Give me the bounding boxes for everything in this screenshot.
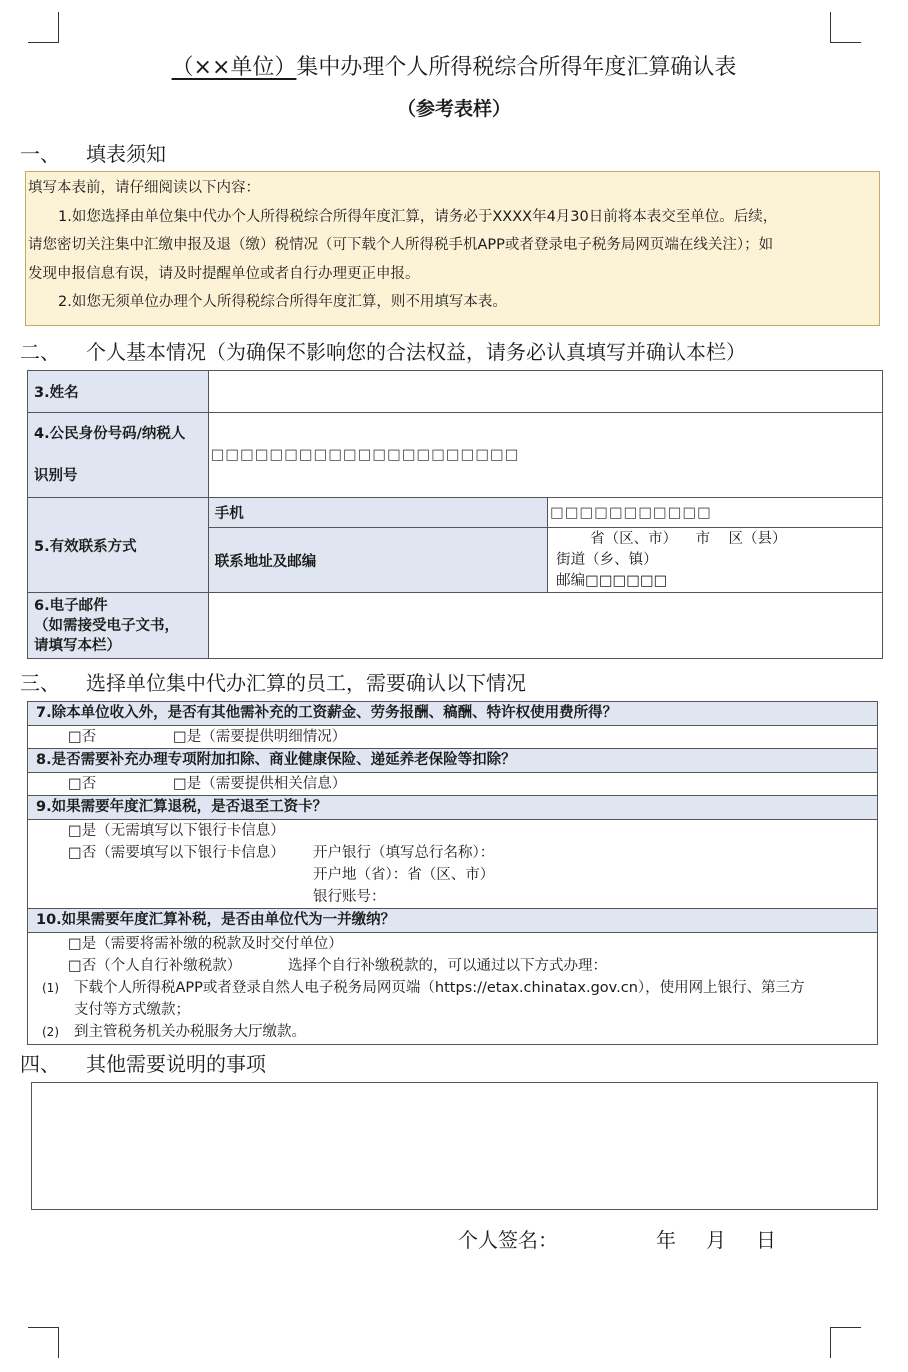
section-number: 三、 [20, 671, 60, 695]
q7-no-checkbox[interactable]: □否 [68, 729, 97, 745]
section-3-heading [20, 667, 526, 696]
title-main: 集中办理个人所得税综合所得年度汇算确认表 [296, 55, 737, 80]
question-8-options [28, 773, 877, 795]
section-number: 四、 [20, 1052, 60, 1076]
q10-self-pay-note: 选择个自行补缴税款的，可以通过以下方式办理： [288, 958, 607, 974]
phone-label: 手机 [208, 498, 547, 528]
crop-mark-top-left [28, 12, 59, 43]
postal-code-line: 邮编□□□□□□ [556, 572, 668, 589]
method-2-number: (2) [42, 1025, 59, 1039]
id-label-line-1: 4.公民身份号码/纳税人 [34, 426, 186, 442]
confirmation-table [27, 701, 878, 1045]
notice-item-1-line-3: 发现申报信息有误，请及时提醒单位或者自行办理更正申报。 [28, 265, 420, 282]
address-field[interactable] [548, 528, 883, 593]
notice-item-1-line-1: 1.如您选择由单位集中代办个人所得税综合所得年度汇算，请务必于XXXX年4月30日前将本表交至单位。后续， [58, 208, 778, 225]
section-title: 个人基本情况（为确保不影响您的合法权益，请务必认真填写并确认本栏） [86, 340, 746, 364]
notice-intro: 填写本表前，请仔细阅读以下内容： [28, 180, 260, 196]
address-street-line: 街道（乡、镇） [556, 551, 658, 568]
page-title [0, 50, 908, 81]
section-1-heading [20, 138, 166, 167]
signature-month: 月 [706, 1228, 726, 1252]
question-9-options [28, 820, 877, 908]
method-1-line-1: 下载个人所得税APP或者登录自然人电子税务局网页端（https://etax.chinatax.gov.cn），使用网上银行、第三方 [74, 980, 805, 996]
section-2-heading [20, 336, 746, 365]
question-7: 7.除本单位收入外，是否有其他需补充的工资薪金、劳务报酬、稿酬、特许权使用费所得？ [28, 702, 877, 726]
signature-day: 日 [756, 1228, 776, 1252]
address-province-line: 省（区、市） 市 区（县） [590, 530, 787, 547]
email-field[interactable] [208, 593, 882, 659]
q10-method-1 [28, 977, 877, 1021]
page-subtitle: （参考表样） [396, 98, 511, 120]
phone-field[interactable]: □□□□□□□□□□□ [548, 498, 883, 528]
method-2-text: 到主管税务机关办税服务大厅缴款。 [74, 1024, 306, 1040]
question-10-options [28, 933, 877, 977]
q9-account-label: 银行账号： [313, 889, 386, 905]
signature-label: 个人签名： [458, 1228, 558, 1252]
section-number: 二、 [20, 340, 60, 364]
section-title: 其他需要说明的事项 [86, 1052, 266, 1076]
email-label-line-1: 6.电子邮件 [34, 597, 108, 614]
name-label: 3.姓名 [28, 371, 209, 413]
other-notes-field[interactable] [31, 1082, 878, 1210]
method-1-number: (1) [42, 981, 59, 995]
question-8: 8.是否需要补充办理专项附加扣除、商业健康保险、递延养老保险等扣除？ [28, 748, 877, 773]
question-9: 9.如果需要年度汇算退税，是否退至工资卡？ [28, 795, 877, 820]
id-number-field[interactable]: □□□□□□□□□□□□□□□□□□□□□ [208, 413, 882, 498]
section-title: 填表须知 [86, 142, 166, 166]
question-10: 10.如果需要年度汇算补税，是否由单位代为一并缴纳？ [28, 908, 877, 933]
email-label-line-2: （如需接受电子文书， [34, 617, 179, 634]
q10-no-checkbox[interactable]: □否（个人自行补缴税款） [68, 958, 242, 974]
id-label-line-2: 识别号 [34, 468, 78, 484]
notice-item-2: 2.如您无须单位办理个人所得税综合所得年度汇算，则不用填写本表。 [58, 294, 507, 310]
q10-method-2 [28, 1021, 877, 1044]
address-label: 联系地址及邮编 [208, 528, 547, 593]
crop-mark-bottom-right [830, 1327, 861, 1358]
section-number: 一、 [20, 142, 60, 166]
crop-mark-top-right [830, 12, 861, 43]
q8-no-checkbox[interactable]: □否 [68, 776, 97, 792]
id-number-label [28, 413, 209, 498]
q9-bank-name-label: 开户银行（填写总行名称）： [313, 845, 495, 861]
q9-yes-checkbox[interactable]: □是（无需填写以下银行卡信息） [68, 823, 285, 839]
email-label [28, 593, 209, 659]
name-field[interactable] [208, 371, 882, 413]
q9-bank-place-label: 开户地（省）：省（区、市） [313, 867, 495, 883]
method-1-line-2: 支付等方式缴款； [74, 1002, 190, 1018]
title-unit-underlined: （××单位） [171, 55, 297, 80]
notice-item-1-line-2: 请您密切关注集中汇缴申报及退（缴）税情况（可下载个人所得税手机APP或者登录电子税务局网页端在线关注）；如 [28, 237, 774, 253]
signature-line [458, 1224, 776, 1253]
signature-year: 年 [656, 1228, 676, 1252]
notice-box [25, 171, 880, 326]
personal-info-table [27, 370, 883, 659]
section-title: 选择单位集中代办汇算的员工，需要确认以下情况 [86, 671, 526, 695]
q9-no-checkbox[interactable]: □否（需要填写以下银行卡信息） [68, 845, 285, 861]
q10-yes-checkbox[interactable]: □是（需要将需补缴的税款及时交付单位） [68, 936, 343, 952]
q8-yes-checkbox[interactable]: □是（需要提供相关信息） [173, 776, 347, 792]
section-4-heading [20, 1048, 266, 1077]
crop-mark-bottom-left [28, 1327, 59, 1358]
email-label-line-3: 请填写本栏） [34, 637, 121, 654]
q7-yes-checkbox[interactable]: □是（需要提供明细情况） [173, 729, 347, 745]
question-7-options [28, 726, 877, 748]
contact-label: 5.有效联系方式 [28, 498, 209, 593]
